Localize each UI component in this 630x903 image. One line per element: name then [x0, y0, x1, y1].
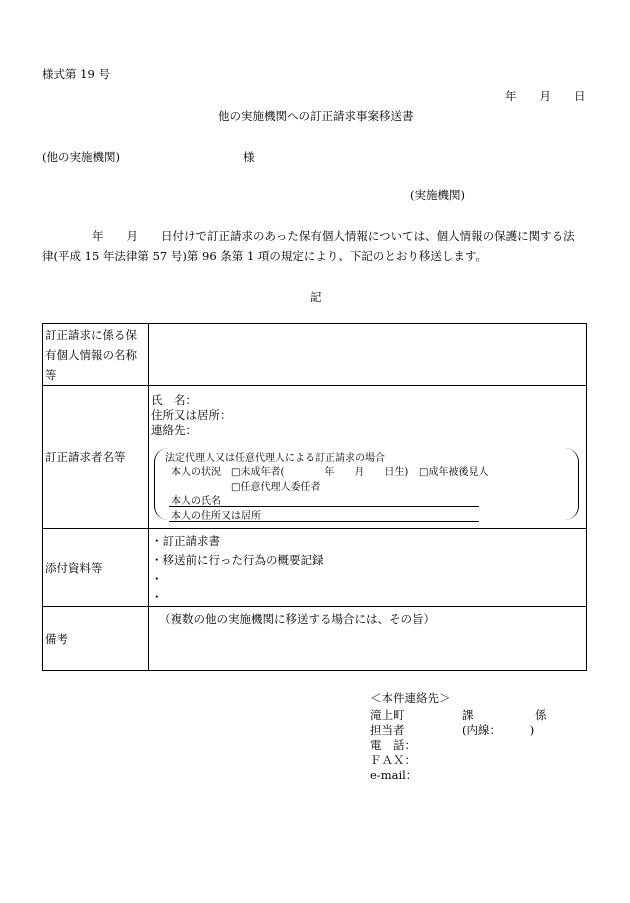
contact-tel: 電 話：	[370, 738, 416, 752]
date-line: 年 月 日	[505, 89, 586, 103]
requester-contact-field: 連絡先：	[151, 423, 197, 437]
contact-town: 滝上町	[370, 708, 405, 722]
transfer-table	[42, 323, 587, 671]
attachment-item: ・	[151, 572, 163, 586]
table-row	[43, 529, 587, 607]
contact-kakari: 係	[535, 708, 547, 722]
remarks-note: （複数の他の実施機関に移送する場合には、その旨）	[159, 612, 435, 626]
attachment-item: ・移送前に行った行為の概要記録	[151, 553, 324, 567]
info-name-label-cell	[43, 324, 149, 386]
contact-fax: ＦＡＸ：	[370, 753, 416, 767]
guardian-checkbox[interactable]: □成年被後見人	[419, 467, 489, 478]
contact-ka: 課	[462, 708, 474, 722]
document-title: 他の実施機関への訂正請求事案移送書	[218, 109, 414, 123]
remarks-label: 備考	[45, 631, 68, 646]
minor-checkbox[interactable]: □未成年者( 年 月 日生)	[231, 467, 409, 478]
table-row	[43, 324, 587, 386]
table-row	[43, 386, 587, 529]
contact-heading: ＜本件連絡先＞	[370, 691, 451, 705]
contact-extension: (内線： )	[462, 723, 535, 737]
attachments-label: 添付資料等	[45, 560, 103, 575]
addressee-suffix: 様	[243, 150, 255, 164]
contact-email: e-mail：	[370, 768, 418, 782]
principal-name-label: 本人の氏名	[171, 496, 221, 507]
agent-checkbox[interactable]: □任意代理人委任者	[231, 482, 321, 493]
info-name-value-cell[interactable]	[149, 324, 587, 386]
info-name-label: 訂正請求に係る保有個人情報の名称等	[45, 327, 137, 382]
attachment-item: ・訂正請求書	[151, 534, 220, 548]
attachments-value-cell[interactable]	[149, 529, 587, 607]
requester-label-cell	[43, 386, 149, 529]
body-line-2: 律(平成 15 年法律第 57 号)第 96 条第 1 項の規定により、下記のとおり移送します。	[42, 249, 488, 263]
representative-title: 法定代理人又は任意代理人による訂正請求の場合	[165, 453, 385, 464]
requester-name-field: 氏 名：	[151, 393, 197, 407]
principal-address-underline	[169, 521, 479, 522]
remarks-label-cell	[43, 607, 149, 671]
remarks-value-cell[interactable]	[149, 607, 587, 671]
requester-value-cell[interactable]	[149, 386, 587, 529]
requester-label: 訂正請求者名等	[45, 450, 126, 464]
attachments-label-cell	[43, 529, 149, 607]
attachment-item: ・	[151, 590, 163, 604]
body-line-1: 年 月 日付けで訂正請求のあった保有個人情報については、個人情報の保護に関する法	[92, 229, 575, 243]
form-number: 様式第 19 号	[42, 67, 110, 81]
addressee-label: (他の実施機関)	[42, 150, 120, 164]
principal-address-label: 本人の住所又は居所	[171, 511, 261, 522]
ki-heading: 記	[310, 290, 322, 304]
table-row	[43, 607, 587, 671]
contact-person: 担当者	[370, 723, 405, 737]
requester-address-field: 住所又は居所：	[151, 408, 232, 422]
representative-status-label: 本人の状況	[171, 467, 221, 478]
sender-label: (実施機関)	[410, 188, 465, 202]
